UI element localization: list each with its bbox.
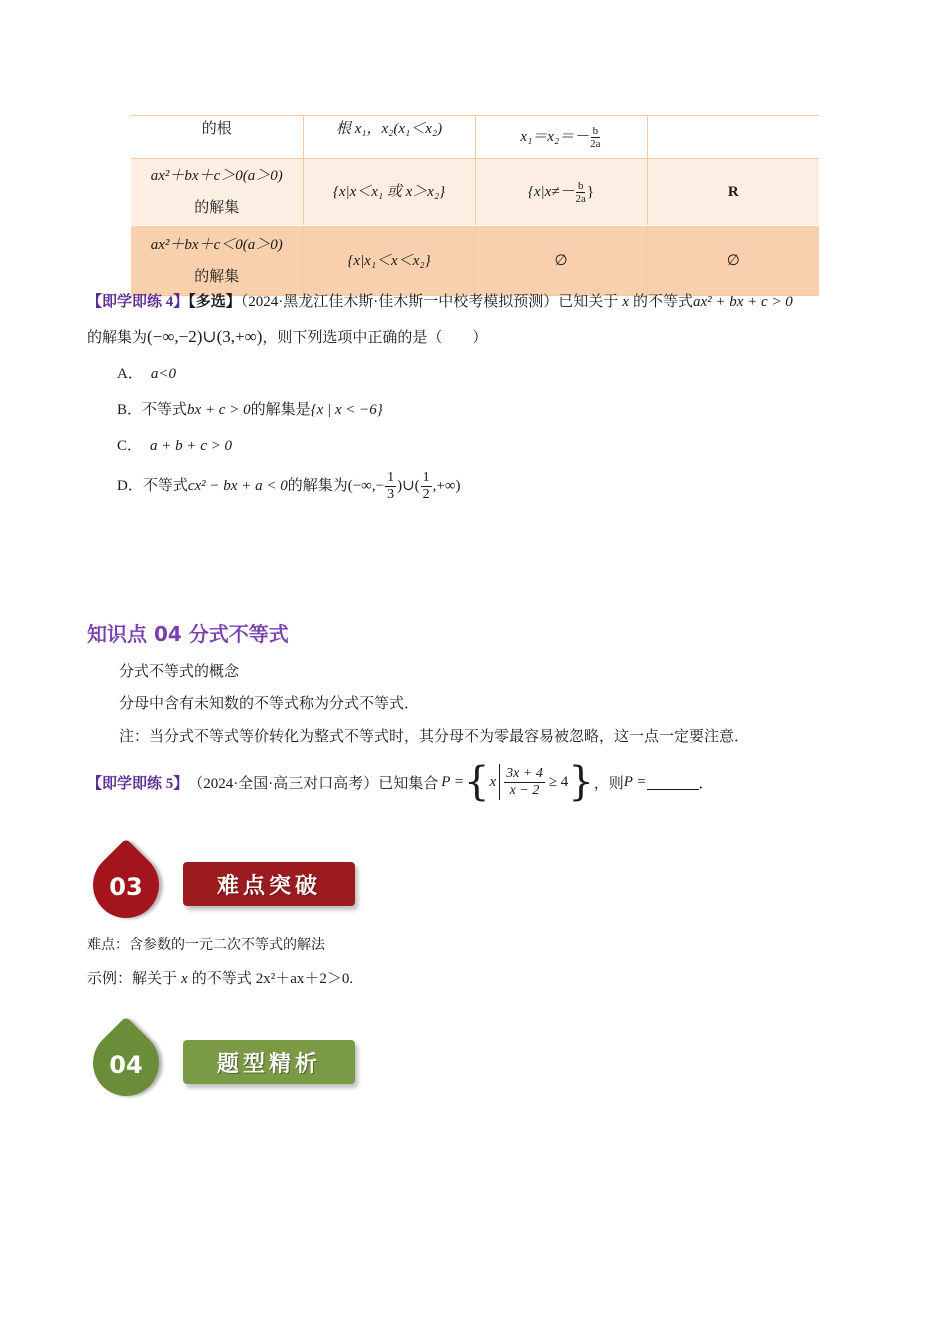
option-d: D．不等式cx² − bx + a < 0的解集为(−∞,− $\frac{1}{3}$ )∪( $\frac{1}{2}$ ,+∞) bbox=[117, 470, 461, 502]
table-row bbox=[131, 226, 819, 296]
table-cell bbox=[647, 116, 819, 159]
fraction: $\frac{1}{3}$ bbox=[387, 470, 395, 502]
set-builder: { x $\frac{3x + 4}{x - 2}$ ≥ 4 } bbox=[464, 759, 594, 805]
section-paragraph: 分式不等式的概念 bbox=[119, 664, 240, 680]
exercise4-stem-line2: 的解集为(−∞,−2)∪(3,+∞)，则下列选项中正确的是（ ） bbox=[87, 327, 488, 346]
table-cell: R bbox=[647, 159, 819, 226]
option-c: C． a + b + c > 0 bbox=[117, 438, 233, 454]
fraction: $\frac{3x + 4}{x - 2}$ bbox=[506, 765, 543, 798]
table-cell: ax²＋bx＋c＞0(a＞0) 的解集 bbox=[131, 159, 303, 226]
difficulty-example: 示例：解关于 x 的不等式 2x²＋ax＋2＞0. bbox=[87, 971, 354, 987]
difficulty-title: 难点：含参数的一元二次不等式的解法 bbox=[87, 937, 325, 953]
table-cell: {x|x₁＜x＜x₂} bbox=[303, 226, 475, 296]
table-cell: ∅ bbox=[647, 226, 819, 296]
table-cell: ∅ bbox=[475, 226, 647, 296]
option-b: B．不等式bx + c > 0的解集是{x | x < −6} bbox=[117, 402, 383, 418]
table-cell: {x|x＜x₁ 或 x＞x₂} bbox=[303, 159, 475, 226]
section-note: 注：当分式不等式等价转化为整式不等式时，其分母不为零最容易被忽略，这一点一定要注意． bbox=[119, 729, 750, 745]
fraction: $\frac{1}{2}$ bbox=[422, 470, 430, 502]
table-cell: {x|x≠－ $\frac{b}{2a}$ } bbox=[475, 159, 647, 226]
section-banner-03: 难点突破 bbox=[183, 862, 355, 906]
table-row bbox=[131, 116, 819, 159]
answer-blank[interactable] bbox=[647, 775, 699, 790]
option-a: A． a<0 bbox=[117, 366, 176, 382]
section-paragraph: 分母中含有未知数的不等式称为分式不等式． bbox=[119, 696, 420, 712]
table-cell: ax²＋bx＋c＜0(a＞0) 的解集 bbox=[131, 226, 303, 296]
table-cell: 根 x₁，x₂(x₁＜x₂) bbox=[303, 116, 475, 159]
table-cell: x₁＝x₂＝－ $\frac{b}{2a}$ bbox=[475, 116, 647, 159]
exercise5-stem: 【即学即练 5】 （2024·全国·高三对口高考）已知集合 P = { x $\frac{3x + 4}{x - 2}$ ≥ 4 } ，则 P = ． bbox=[87, 759, 714, 805]
section-banner-04: 题型精析 bbox=[183, 1040, 355, 1084]
fraction: $\frac{b}{2a}$ bbox=[590, 125, 601, 151]
exercise4-stem: 【即学即练 4】【多选】（2024·黑龙江佳木斯·佳木斯一中校考模拟预测）已知关于 x 的不等式ax² + bx + c > 0 bbox=[87, 294, 793, 310]
table-cell: 的根 bbox=[131, 116, 303, 159]
section-heading: 知识点 04 分式不等式 bbox=[87, 622, 289, 646]
fraction: $\frac{b}{2a}$ bbox=[575, 180, 586, 206]
solution-table bbox=[131, 115, 819, 296]
table-row bbox=[131, 159, 819, 226]
